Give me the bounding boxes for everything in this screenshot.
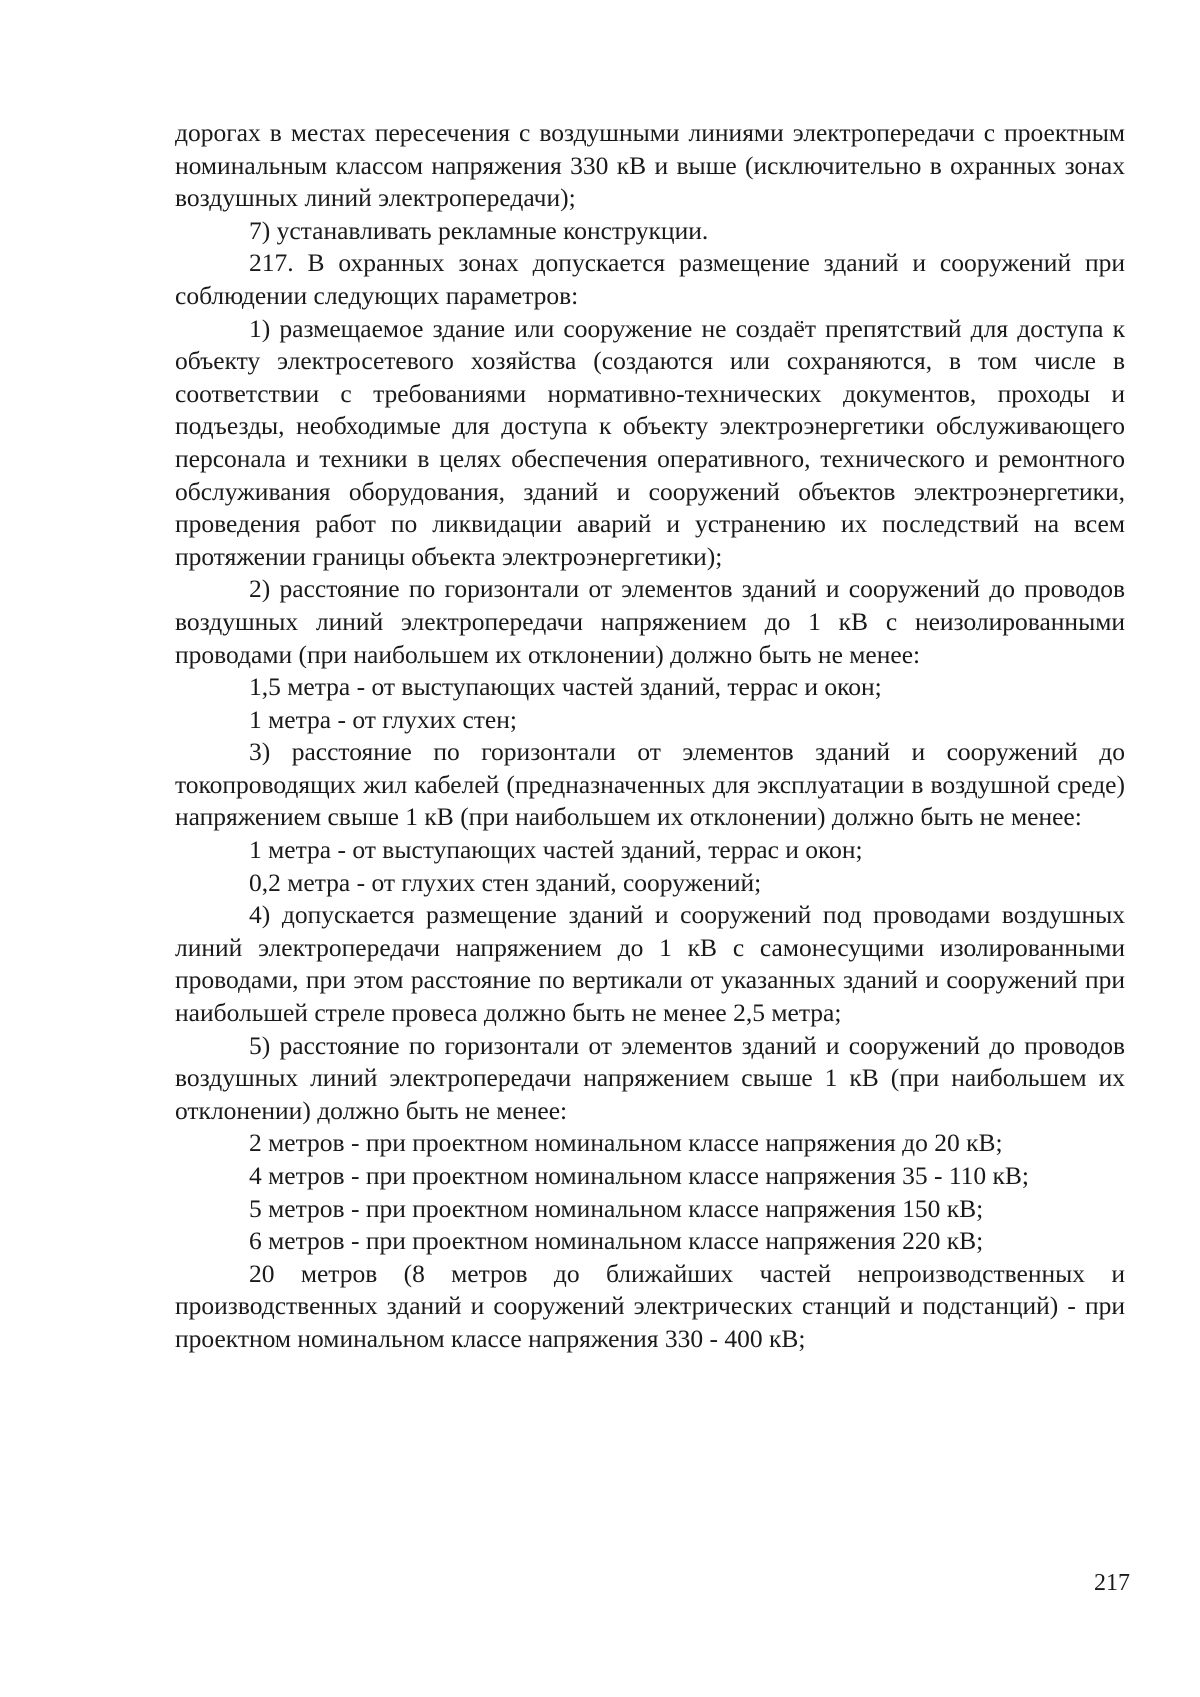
paragraph-item-5-line-3: 5 метров - при проектном номинальном классе напряжения 150 кВ; [249,1193,984,1223]
paragraph-item-5-line-4: 6 метров - при проектном номинальном классе напряжения 220 кВ; [249,1226,984,1256]
paragraph-item-1: 1) размещаемое здание или сооружение не создаёт препятствий для доступа к объекту электросетевого хозяйства (создаются или сохраняются, в том числе в соответствии с требованиями нормативно-технических документов, проходы и подъезды, необходимые для доступа к объекту электроэнергетики обслуживающего персонала и техники в целях обеспечения оперативного, технического и ремонтного обслуживания оборудования, зданий и сооружений объектов электроэнергетики, проведения работ по ликвидации аварий и устранению их последствий на всем протяжении границы объекта электроэнергетики); [175,313,1125,571]
paragraph-section-217: 217. В охранных зонах допускается размещение зданий и сооружений при соблюдении следующих параметров: [175,248,1125,310]
paragraph-item-3-line-2: 0,2 метра - от глухих стен зданий, сооружений; [249,867,762,897]
paragraph-item-5-line-5: 20 метров (8 метров до ближайших частей непроизводственных и производственных зданий и сооружений электрических станций и подстанций) - при проектном номинальном классе напряжения 330 - 400 кВ; [175,1258,1125,1353]
paragraph-continuation: дорогах в местах пересечения с воздушными линиями электропередачи с проектным номинальным классом напряжения 330 кВ и выше (исключительно в охранных зонах воздушных линий электропередачи); [175,118,1125,213]
paragraph-item-2-line-1: 1,5 метра - от выступающих частей зданий, террас и окон; [249,672,882,702]
paragraph-item-5-line-1: 2 метров - при проектном номинальном классе напряжения до 20 кВ; [249,1128,1003,1158]
paragraph-item-2: 2) расстояние по горизонтали от элементов зданий и сооружений до проводов воздушных линий электропередачи напряжением до 1 кВ с неизолированными проводами (при наибольшем их отклонении) должно быть не менее: [175,574,1125,669]
paragraph-item-4: 4) допускается размещение зданий и сооружений под проводами воздушных линий электропередачи напряжением до 1 кВ с самонесущими изолированными проводами, при этом расстояние по вертикали от указанных зданий и сооружений при наибольшей стреле провеса должно быть не менее 2,5 метра; [175,900,1125,1028]
paragraph-item-2-line-2: 1 метра - от глухих стен; [249,704,517,734]
paragraph-item-3-line-1: 1 метра - от выступающих частей зданий, террас и окон; [249,835,863,865]
paragraph-item-5: 5) расстояние по горизонтали от элементов зданий и сооружений до проводов воздушных линий электропередачи напряжением свыше 1 кВ (при наибольшем их отклонении) должно быть не менее: [175,1030,1125,1125]
paragraph-item-5-line-2: 4 метров - при проектном номинальном классе напряжения 35 - 110 кВ; [249,1161,1030,1190]
paragraph-item-7: 7) устанавливать рекламные конструкции. [249,215,709,245]
paragraph-item-3: 3) расстояние по горизонтали от элементов зданий и сооружений до токопроводящих жил кабелей (предназначенных для эксплуатации в воздушной среде) напряжением свыше 1 кВ (при наибольшем их отклонении) должно быть не менее: [175,737,1125,832]
page-number: 217 [1094,1570,1130,1596]
document-body [175,117,1125,1356]
